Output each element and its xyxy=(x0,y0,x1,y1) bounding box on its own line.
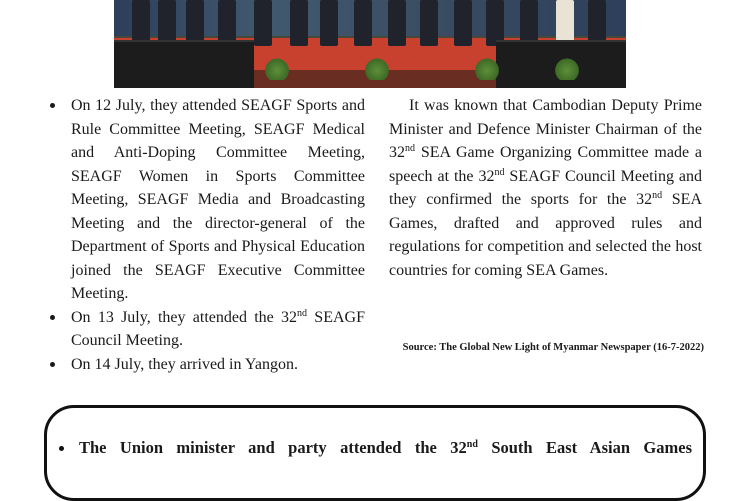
highlight-item: The Union minister and party attended the 32nd South East Asian Games xyxy=(58,438,698,458)
photo-plant xyxy=(264,56,290,80)
photo-person xyxy=(454,0,472,46)
photo-plant xyxy=(554,56,580,80)
list-item: On 13 July, they attended the 32nd SEAGF Council Meeting. xyxy=(50,306,365,353)
left-column xyxy=(50,94,365,376)
photo-person xyxy=(420,0,438,46)
event-photo xyxy=(114,0,626,88)
right-column-paragraph: It was known that Cambodian Deputy Prime Minister and Defence Minister Chairman of the 32nd SEA Game Organizing Committee made a speech at the 32nd SEAGF Council Meeting and they confirmed the sports for the 32nd SEA Games, drafted and approved rules and regulations for competition and selected the host countries for coming SEA Games. xyxy=(389,97,703,279)
photo-speaker xyxy=(114,40,254,88)
photo-person xyxy=(290,0,308,46)
photo-person xyxy=(388,0,406,46)
list-item: On 14 July, they arrived in Yangon. xyxy=(50,353,365,377)
source-citation: Source: The Global New Light of Myanmar Newspaper (16-7-2022) xyxy=(402,342,704,353)
photo-plant xyxy=(364,56,390,80)
photo-plant xyxy=(474,56,500,80)
photo-person xyxy=(254,0,272,46)
photo-person xyxy=(354,0,372,46)
bullet xyxy=(59,446,64,451)
list-item: On 12 July, they attended SEAGF Sports and Rule Committee Meeting, SEAGF Medical and Anti-Doping Committee Meeting, SEAGF Women in Sports Committee Meeting, SEAGF Media and Broadcasting Meeting and the director-general of the Department of Sports and Physical Education joined the SEAGF Executive Committee Meeting. xyxy=(50,94,365,306)
activity-list xyxy=(50,94,365,376)
photo-person xyxy=(320,0,338,46)
